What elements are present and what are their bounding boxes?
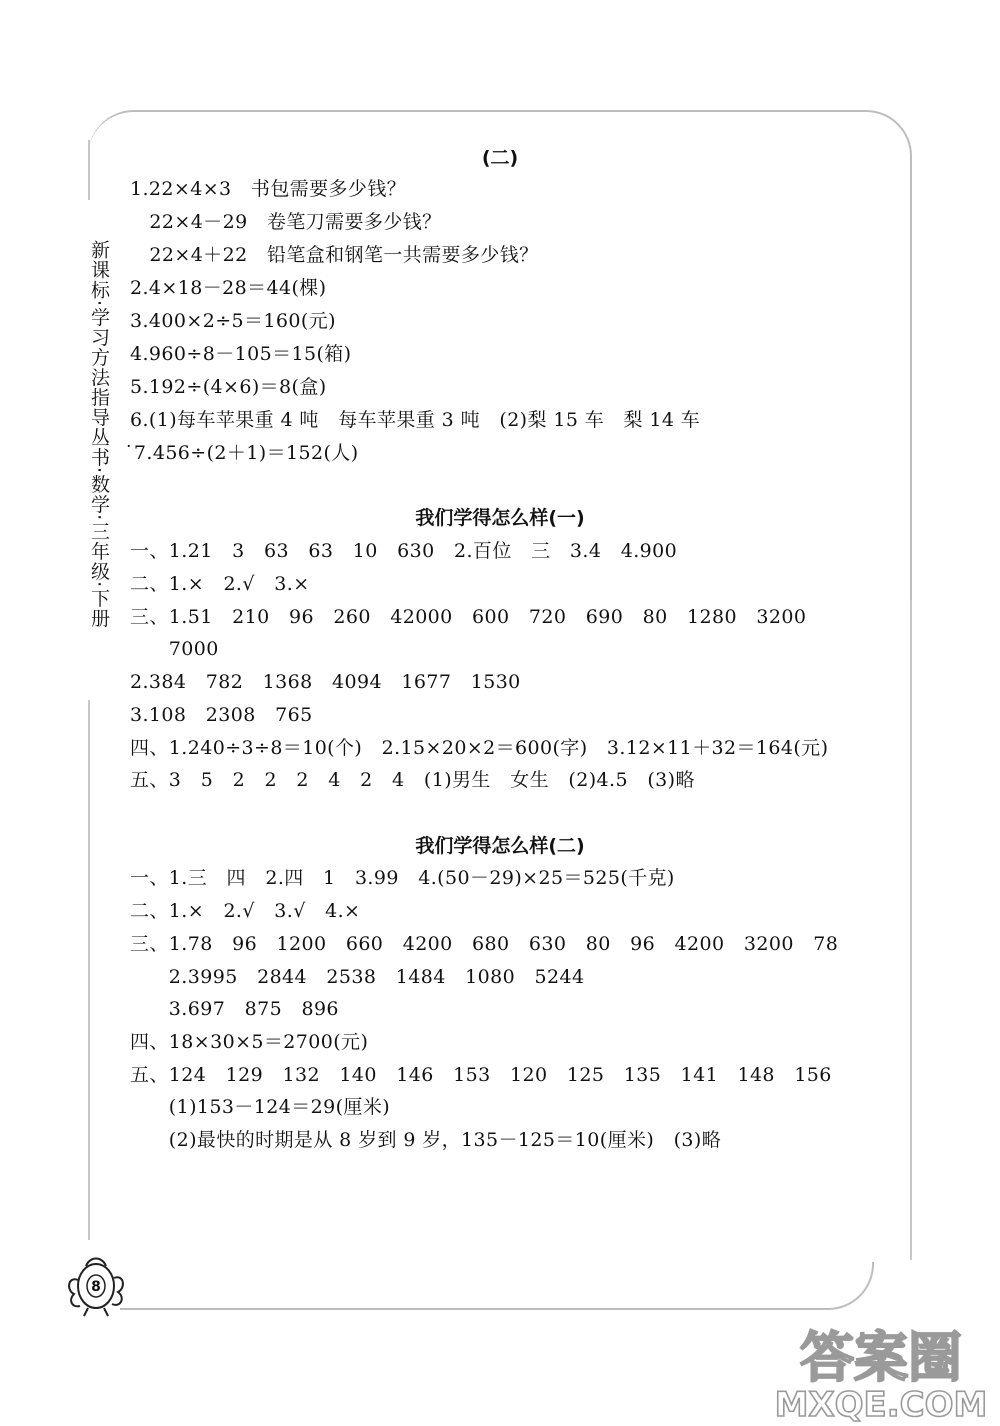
book-spine-title: 新课标·学习方法指导丛书·数学·三年级·下册 <box>88 240 110 629</box>
answer-line: 2.3995 2844 2538 1484 1080 5244 <box>130 966 585 988</box>
answer-line: 一、1.三 四 2.四 1 3.99 4.(50－29)×25＝525(千克) <box>130 867 675 889</box>
watermark-bottom-text: MXQE.COM <box>774 1385 988 1422</box>
answer-line: 3.108 2308 765 <box>130 704 313 726</box>
answer-line: 五、3 5 2 2 2 4 2 4 (1)男生 女生 (2)4.5 (3)略 <box>130 769 695 791</box>
mascot-page-number-icon <box>64 1250 128 1320</box>
answer-line: 二、1.× 2.√ 3.√ 4.× <box>130 900 361 922</box>
answer-line: 一、1.21 3 63 63 10 630 2.百位 三 3.4 4.900 <box>130 540 678 562</box>
page-number: 8 <box>91 1279 101 1295</box>
answer-line: 4.960÷8－105＝15(箱) <box>130 343 352 365</box>
page-frame-bottom <box>120 1262 874 1310</box>
answer-line: (1)153－124＝29(厘米) <box>130 1096 391 1118</box>
section-title-review-2: 我们学得怎么样(二) <box>415 835 585 857</box>
answer-line: 2.4×18－28＝44(棵) <box>130 277 327 299</box>
answer-line: ˙7.456÷(2＋1)＝152(人) <box>124 442 359 464</box>
answer-line: 22×4－29 卷笔刀需要多少钱？ <box>130 211 442 233</box>
page-frame-left-bottom <box>88 700 90 1240</box>
answer-line: 22×4＋22 铅笔盒和钢笔一共需要多少钱？ <box>130 244 539 266</box>
answer-line: (2)最快的时期是从 8 岁到 9 岁，135－125＝10(厘米) (3)略 <box>130 1129 722 1151</box>
page-frame-left-top <box>88 140 90 200</box>
answer-line: 1.22×4×3 书包需要多少钱？ <box>130 178 407 200</box>
watermark-logo <box>766 1318 996 1422</box>
answer-line: 五、124 129 132 140 146 153 120 125 135 141 148 156 <box>130 1064 832 1086</box>
page-frame-right-bottom <box>910 600 912 1260</box>
answer-line: 2.384 782 1368 4094 1677 1530 <box>130 671 521 693</box>
answer-line: 5.192÷(4×6)＝8(盒) <box>130 376 327 398</box>
section-title-review-1: 我们学得怎么样(一) <box>415 507 585 529</box>
answer-line: 3.697 875 896 <box>130 998 339 1020</box>
answer-line: 7000 <box>130 638 219 660</box>
watermark-top-text: 答案圈 <box>800 1326 962 1389</box>
section-title-2: (二) <box>481 147 519 169</box>
answer-line: 四、18×30×5＝2700(元) <box>130 1031 369 1053</box>
answer-line: 四、1.240÷3÷8＝10(个) 2.15×20×2＝600(字) 3.12×11＋32＝164(元) <box>130 737 829 759</box>
answer-line: 三、1.78 96 1200 660 4200 680 630 80 96 4200 3200 78 <box>130 933 839 955</box>
answer-line: 3.400×2÷5＝160(元) <box>130 310 336 332</box>
answer-line: 三、1.51 210 96 260 42000 600 720 690 80 1280 3200 <box>130 606 807 628</box>
answer-line: 二、1.× 2.√ 3.× <box>130 573 310 595</box>
answer-line: 6.(1)每车苹果重 4 吨 每车苹果重 3 吨 (2)梨 15 车 梨 14 车 <box>130 409 701 431</box>
